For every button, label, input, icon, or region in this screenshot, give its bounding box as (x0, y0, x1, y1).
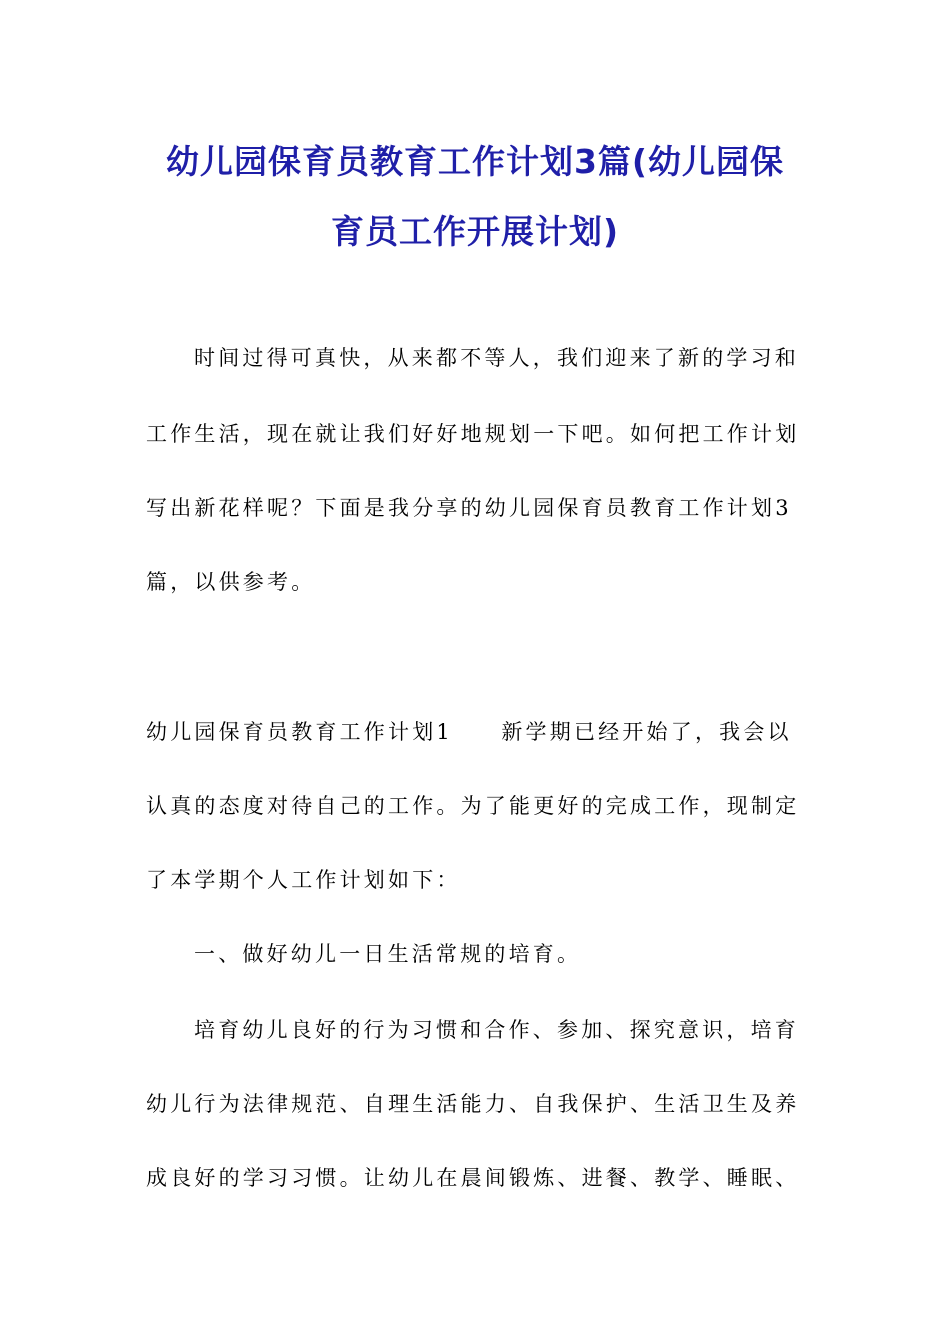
document-title-line-1: 幼儿园保育员教育工作计划3篇(幼儿园保 (165, 142, 785, 181)
paragraph-line: 时间过得可真快，从来都不等人，我们迎来了新的学习和 (194, 346, 799, 370)
paragraph-line: 成良好的学习习惯。让幼儿在晨间锻炼、进餐、教学、睡眠、 (146, 1166, 800, 1190)
paragraph-line: 幼儿行为法律规范、自理生活能力、自我保护、生活卫生及养 (146, 1092, 800, 1116)
document-title-line-2: 育员工作开展计划) (330, 212, 620, 251)
paragraph-line: 培育幼儿良好的行为习惯和合作、参加、探究意识，培育 (194, 1018, 799, 1042)
section-heading-line: 幼儿园保育员教育工作计划1 新学期已经开始了，我会以 (146, 720, 792, 744)
subheading-line: 一、做好幼儿一日生活常规的培育。 (194, 942, 582, 966)
paragraph-line: 了本学期个人工作计划如下： (146, 868, 461, 892)
paragraph-line: 认真的态度对待自己的工作。为了能更好的完成工作，现制定 (146, 794, 800, 818)
paragraph-line: 工作生活，现在就让我们好好地规划一下吧。如何把工作计划 (146, 422, 800, 446)
paragraph-line: 篇，以供参考。 (146, 570, 316, 594)
paragraph-line: 写出新花样呢？下面是我分享的幼儿园保育员教育工作计划3 (146, 496, 792, 520)
